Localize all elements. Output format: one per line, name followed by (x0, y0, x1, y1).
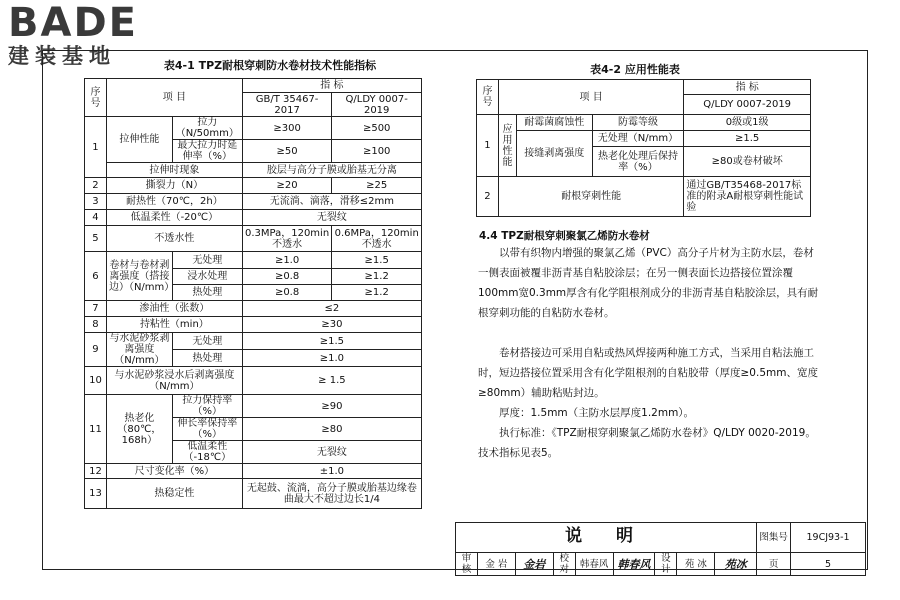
row-value: ≥90 (242, 395, 421, 418)
header-index: 指 标 (684, 80, 811, 95)
row-value: ≥1.5 (684, 131, 811, 147)
row-label: 持粘性（min） (106, 317, 242, 333)
row-label: 低温柔性（-18℃） (172, 441, 242, 464)
row-value: ≥30 (242, 317, 421, 333)
page-number: 5 (791, 553, 866, 576)
review-label: 审核 (456, 553, 478, 576)
row-value: ≥0.8 (242, 269, 332, 285)
row-label: 热处理 (172, 285, 242, 301)
row-label: 渗油性（张数） (106, 301, 242, 317)
header-std-qldy: Q/LDY 0007-2019 (332, 93, 422, 117)
row-value: ≥0.8 (242, 285, 332, 301)
designer-name: 苑 冰 (677, 553, 715, 576)
row-no: 1 (477, 115, 499, 177)
header-item: 项 目 (498, 80, 683, 115)
row-value: 无流淌、滴落，滑移≤2mm (242, 194, 421, 210)
row-no: 2 (85, 178, 107, 194)
row-value: ≥ 1.5 (242, 367, 421, 395)
section-title: 4.4 TPZ耐根穿刺聚氯乙烯防水卷材 (479, 230, 650, 242)
row-value: 通过GB/T35468-2017标准的附录A耐根穿刺性能试验 (684, 177, 811, 217)
row-label: 耐热性（70℃，2h） (106, 194, 242, 210)
row-sublabel: 无处理（N/mm） (592, 131, 684, 147)
row-category: 热老化（80℃，168h） (106, 395, 172, 464)
atlas-number: 19CJ93-1 (791, 523, 866, 553)
row-label: 不透水性 (106, 226, 242, 252)
row-label: 拉伸时现象 (106, 163, 242, 178)
row-value: 无裂纹 (242, 441, 421, 464)
section-paragraph-2: 卷材搭接边可采用自粘或热风焊接两种施工方式，当采用自粘法施工时，短边搭接位置采用含有化学阻根剂的自粘胶带（厚度≥0.5mm、宽度≥80mm）辅助粘贴封边。 (478, 347, 818, 399)
row-label: 接缝剥离强度 (516, 131, 592, 177)
title-block-title-text: 说 明 (565, 526, 648, 546)
logo-brand: BADE (8, 0, 138, 46)
row-no: 3 (85, 194, 107, 210)
row-value: ≥1.2 (332, 269, 422, 285)
row-value: 0.3MPa，120min不透水 (242, 226, 332, 252)
row-category: 卷材与卷材剥离强度（搭接边）（N/mm） (106, 252, 172, 301)
row-no: 2 (477, 177, 499, 217)
row-no: 4 (85, 210, 107, 226)
row-value: ≥300 (242, 117, 332, 140)
header-std-qldy: Q/LDY 0007-2019 (684, 95, 811, 115)
row-label: 最大拉力时延伸率（%） (172, 140, 242, 163)
designer-signature: 苑冰 (715, 553, 757, 576)
row-label: 耐根穿刺性能 (498, 177, 683, 217)
header-no: 序号 (477, 80, 499, 115)
row-no: 10 (85, 367, 107, 395)
title-block (455, 522, 866, 576)
row-no: 5 (85, 226, 107, 252)
row-no: 9 (85, 333, 107, 367)
row-no: 11 (85, 395, 107, 464)
row-no: 12 (85, 464, 107, 479)
row-label: 热稳定性 (106, 479, 242, 509)
row-sublabel: 防霉等级 (592, 115, 684, 131)
row-value: 无起鼓、流淌，高分子膜或胎基边缘卷曲最大不超过边长1/4 (242, 479, 421, 509)
row-value: ±1.0 (242, 464, 421, 479)
row-label: 热处理 (172, 350, 242, 367)
row-value: ≤2 (242, 301, 421, 317)
row-label: 撕裂力（N） (106, 178, 242, 194)
row-value: 无裂纹 (242, 210, 421, 226)
checker-name: 韩春风 (575, 553, 613, 576)
row-no: 1 (85, 117, 107, 178)
row-sublabel: 热老化处理后保持率（%） (592, 147, 684, 177)
header-std-gb: GB/T 35467-2017 (242, 93, 332, 117)
row-value: ≥1.0 (242, 252, 332, 269)
header-item: 项 目 (106, 79, 242, 117)
row-label: 浸水处理 (172, 269, 242, 285)
row-no: 6 (85, 252, 107, 301)
section-paragraph-1: 以带有织物内增强的聚氯乙烯（PVC）高分子片材为主防水层，卷材一侧表面被覆非沥青基自粘胶涂层；在另一侧表面长边搭接位置涂覆100mm宽0.3mm厚含有化学阻根剂成分的非沥青基自粘胶涂层，具有耐根穿刺功能的自粘防水卷材。 (478, 247, 819, 319)
design-label: 设计 (655, 553, 677, 576)
row-label: 拉力保持率（%） (172, 395, 242, 418)
row-value: ≥80 (242, 418, 421, 441)
row-value: ≥20 (242, 178, 332, 194)
row-value: ≥1.0 (242, 350, 421, 367)
header-index: 指 标 (242, 79, 421, 93)
row-no: 8 (85, 317, 107, 333)
header-no: 序号 (85, 79, 107, 117)
section-paragraph-3: 厚度：1.5mm（主防水层厚度1.2mm）。 (499, 407, 695, 419)
logo-subtitle: 建装基地 (8, 44, 116, 68)
table1-title: 表4-1 TPZ耐根穿刺防水卷材技术性能指标 (163, 59, 377, 72)
title-block-title (456, 523, 757, 553)
row-no: 7 (85, 301, 107, 317)
row-value: 0级或1级 (684, 115, 811, 131)
row-label: 低温柔性（-20℃） (106, 210, 242, 226)
checker-signature: 韩春风 (613, 553, 655, 576)
row-value: ≥1.2 (332, 285, 422, 301)
table2-title: 表4-2 应用性能表 (590, 63, 680, 76)
row-value: 0.6MPa，120min不透水 (332, 226, 422, 252)
row-label: 伸长率保持率（%） (172, 418, 242, 441)
reviewer-signature: 金岩 (515, 553, 553, 576)
row-value: 胶层与高分子膜或胎基无分离 (242, 163, 421, 178)
row-label: 与水泥砂浆浸水后剥离强度（N/mm） (106, 367, 242, 395)
row-value: ≥1.5 (242, 333, 421, 350)
row-label: 无处理 (172, 252, 242, 269)
row-value: ≥100 (332, 140, 422, 163)
row-value: ≥25 (332, 178, 422, 194)
row-value: ≥1.5 (332, 252, 422, 269)
table1-technical-performance (84, 78, 422, 509)
reviewer-name: 金 岩 (477, 553, 515, 576)
page-label: 页 (757, 553, 791, 576)
atlas-label: 图集号 (757, 523, 791, 553)
row-no: 13 (85, 479, 107, 509)
row-category: 拉伸性能 (106, 117, 172, 163)
row-label: 无处理 (172, 333, 242, 350)
table2-application-performance (476, 79, 811, 217)
row-value: ≥500 (332, 117, 422, 140)
section-paragraph-4: 执行标准：《TPZ耐根穿刺聚氯乙烯防水卷材》Q/LDY 0020-2019。技术指标见表5。 (478, 427, 816, 459)
row-value: ≥80或卷材破坏 (684, 147, 811, 177)
row-category: 与水泥砂浆剥离强度（N/mm） (106, 333, 172, 367)
check-label: 校对 (553, 553, 575, 576)
row-value: ≥50 (242, 140, 332, 163)
row-category: 应用性能 (498, 115, 516, 177)
row-label: 拉力（N/50mm） (172, 117, 242, 140)
row-label: 耐霉菌腐蚀性 (516, 115, 592, 131)
row-label: 尺寸变化率（%） (106, 464, 242, 479)
